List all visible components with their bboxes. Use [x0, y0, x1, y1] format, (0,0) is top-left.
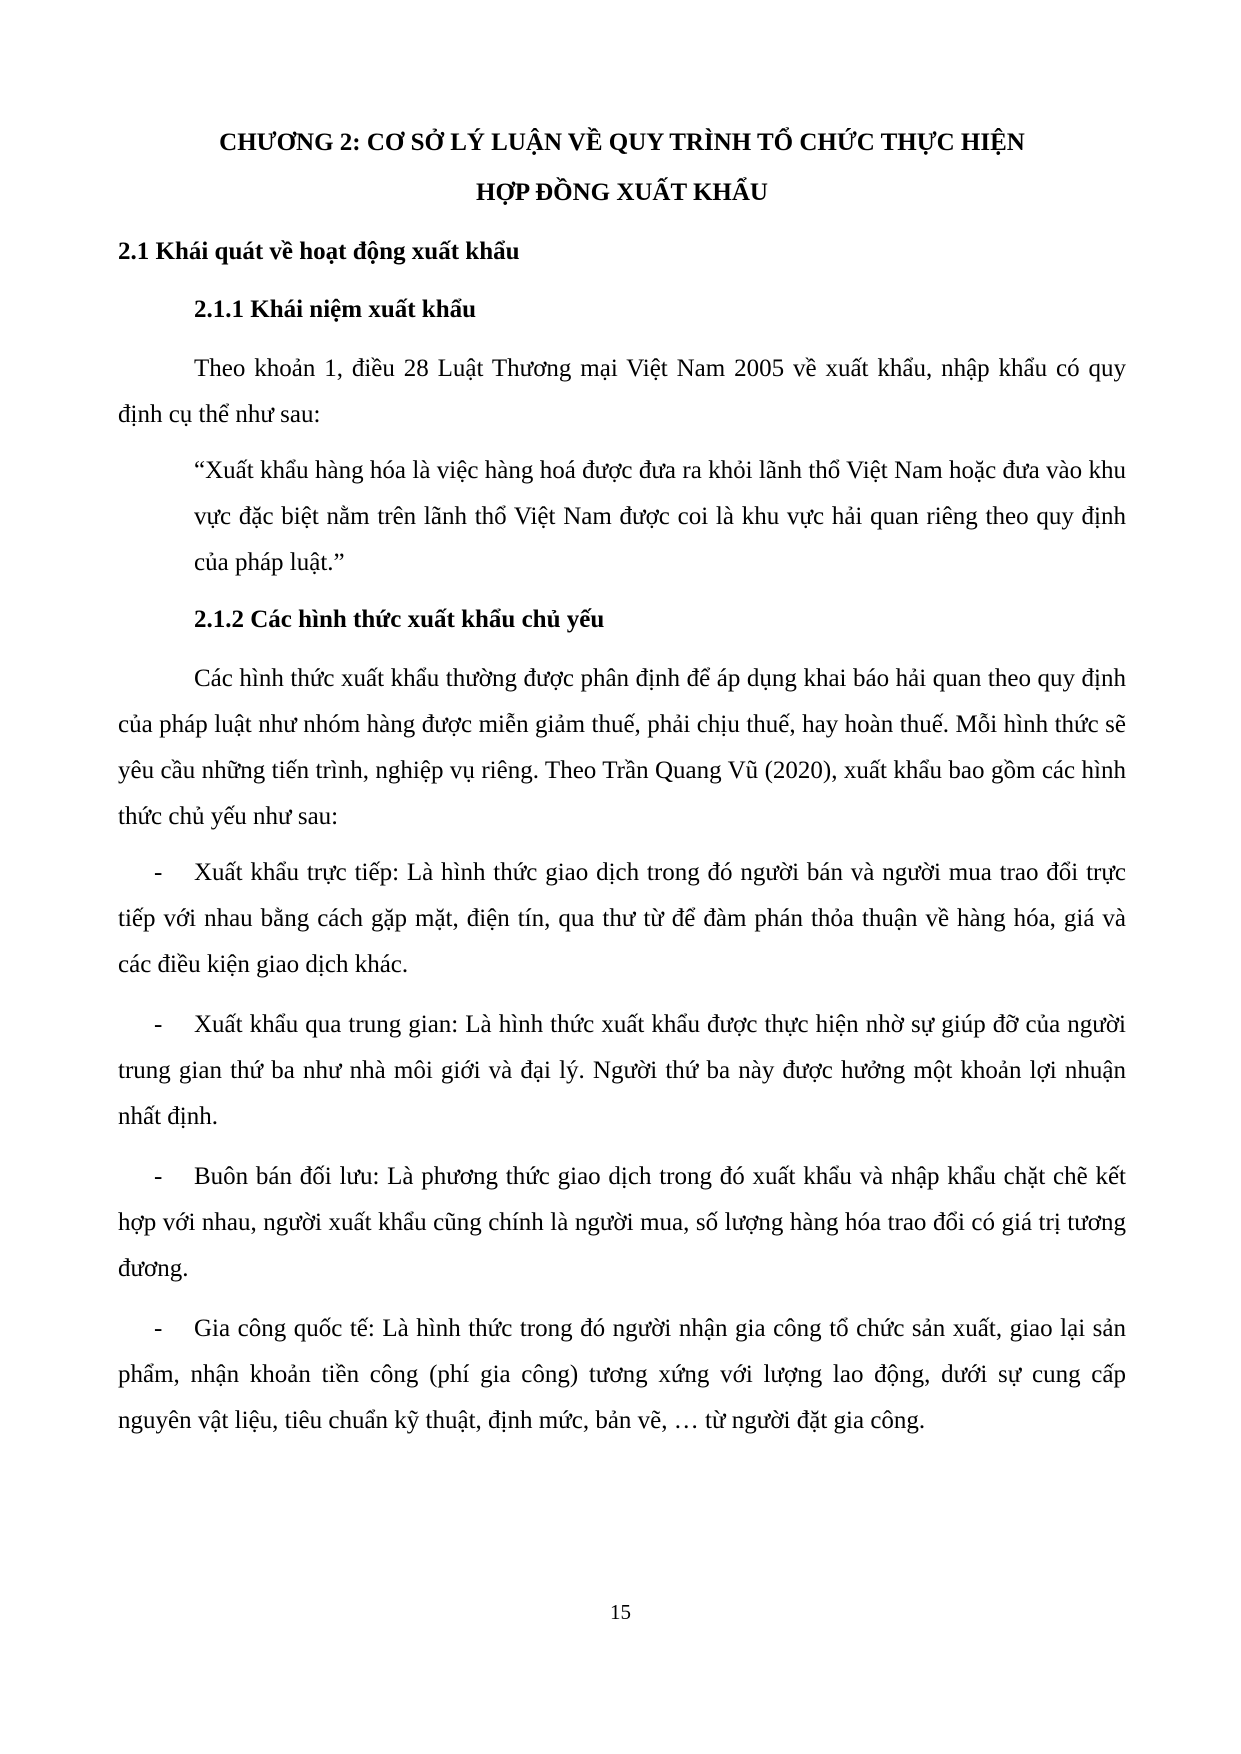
chapter-title [118, 118, 1126, 218]
bullet-dash: - [154, 859, 163, 886]
bullet-text: Xuất khẩu trực tiếp: Là hình thức giao dịch trong đó người bán và người mua trao đổi trực tiếp với nhau bằng cách gặp mặt, điện tín, qua thư từ để đàm phán thỏa thuận về hàng hóa, giá và các điều kiện giao dịch khác. [118, 859, 1126, 978]
section-2-1-2-heading: 2.1.2 Các hình thức xuất khẩu chủ yếu [194, 606, 605, 633]
section-2-1-heading: 2.1 Khái quát về hoạt động xuất khẩu [118, 238, 520, 265]
bullet-item-direct-export [118, 850, 1126, 988]
law-quote: “Xuất khẩu hàng hóa là việc hàng hoá được đưa ra khỏi lãnh thổ Việt Nam hoặc đưa vào khu vực đặc biệt nằm trên lãnh thổ Việt Nam được coi là khu vực hải quan riêng theo quy định của pháp luật.” [194, 457, 1126, 576]
page-number: 15 [610, 1600, 631, 1624]
bullet-text: Buôn bán đối lưu: Là phương thức giao dịch trong đó xuất khẩu và nhập khẩu chặt chẽ kết hợp với nhau, người xuất khẩu cũng chính là người mua, số lượng hàng hóa trao đổi có giá trị tương đương. [118, 1163, 1126, 1282]
bullet-dash: - [154, 1011, 163, 1038]
bullet-dash: - [154, 1315, 163, 1342]
section-2-1-1-intro: Theo khoản 1, điều 28 Luật Thương mại Việt Nam 2005 về xuất khẩu, nhập khẩu có quy định cụ thể như sau: [118, 355, 1126, 428]
section-2-1-1-heading: 2.1.1 Khái niệm xuất khẩu [194, 296, 477, 323]
bullet-text: Gia công quốc tế: Là hình thức trong đó người nhận gia công tổ chức sản xuất, giao lại sản phẩm, nhận khoản tiền công (phí gia công) tương xứng với lượng lao động, dưới sự cung cấp nguyên vật liệu, tiêu chuẩn kỹ thuật, định mức, bản vẽ, … từ người đặt gia công. [118, 1315, 1126, 1434]
page-content [118, 118, 1126, 1458]
bullet-dash: - [154, 1163, 163, 1190]
bullet-item-international-processing [118, 1306, 1126, 1444]
chapter-title-line-2: HỢP ĐỒNG XUẤT KHẨU [476, 179, 768, 206]
section-2-1-2-intro: Các hình thức xuất khẩu thường được phân định để áp dụng khai báo hải quan theo quy định của pháp luật như nhóm hàng được miễn giảm thuế, phải chịu thuế, hay hoàn thuế. Mỗi hình thức sẽ yêu cầu những tiến trình, nghiệp vụ riêng. Theo Trần Quang Vũ (2020), xuất khẩu bao gồm các hình thức chủ yếu như sau: [118, 665, 1126, 830]
bullet-item-counter-trade [118, 1154, 1126, 1292]
chapter-title-line-1: CHƯƠNG 2: CƠ SỞ LÝ LUẬN VỀ QUY TRÌNH TỔ CHỨC THỰC HIỆN [219, 129, 1025, 156]
bullet-text: Xuất khẩu qua trung gian: Là hình thức xuất khẩu được thực hiện nhờ sự giúp đỡ của người trung gian thứ ba như nhà môi giới và đại lý. Người thứ ba này được hưởng một khoản lợi nhuận nhất định. [118, 1011, 1126, 1130]
bullet-item-intermediary-export [118, 1002, 1126, 1140]
